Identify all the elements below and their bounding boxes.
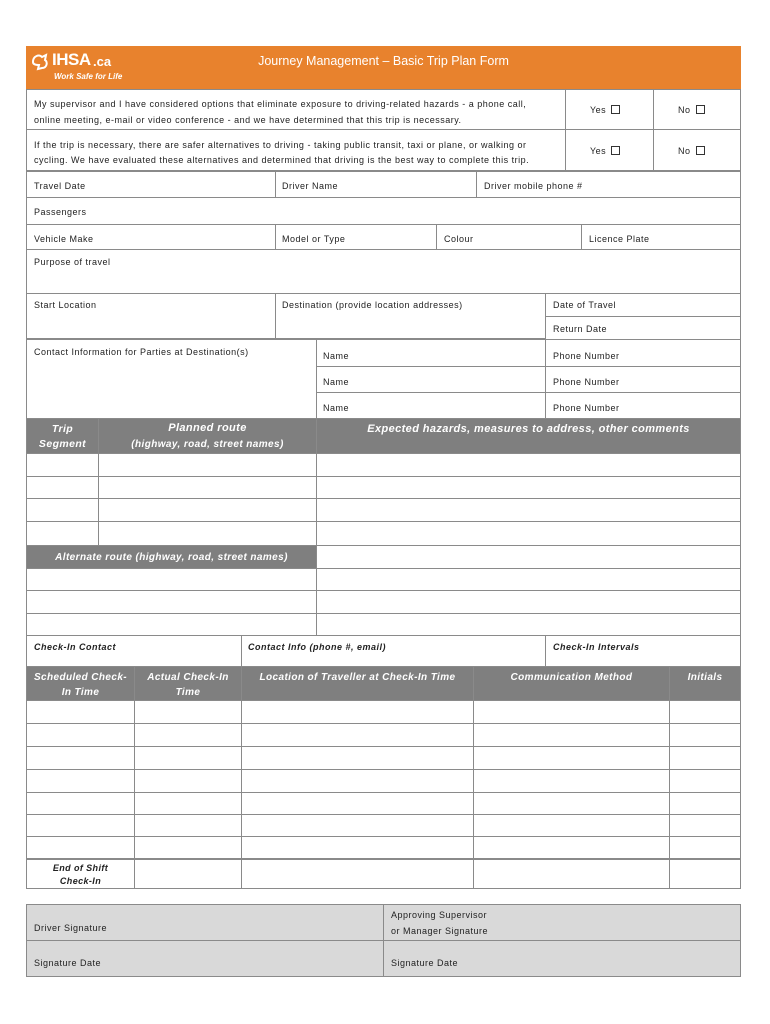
alternate-route-cell[interactable] <box>26 590 317 614</box>
start-location-field[interactable]: Start Location <box>26 293 276 339</box>
approver-signature-date-field[interactable]: Signature Date <box>383 940 741 977</box>
contact-name-3[interactable]: Name <box>316 392 546 419</box>
location-header: Location of Traveller at Check-In Time <box>241 666 474 701</box>
method-cell[interactable] <box>473 769 670 793</box>
question-2-text: If the trip is necessary, there are safer alternatives to driving - taking public transit, taxi or plane, or walking or cycling. We have evaluated these alternatives and determined that driving is the best way to complete this trip. <box>26 129 566 171</box>
route-comments-cell[interactable] <box>316 521 741 546</box>
destination-field[interactable]: Destination (provide location addresses) <box>275 293 546 339</box>
initials-cell[interactable] <box>669 836 741 860</box>
vehicle-make-field[interactable]: Vehicle Make <box>26 224 276 250</box>
checkin-contact-field[interactable]: Check-In Contact <box>26 635 242 667</box>
scheduled-checkin-header: Scheduled Check- In Time <box>26 666 135 701</box>
travel-date-field[interactable]: Travel Date <box>26 171 276 198</box>
initials-cell[interactable] <box>669 814 741 837</box>
licence-plate-field[interactable]: Licence Plate <box>581 224 741 250</box>
question-2-yes[interactable]: Yes <box>565 129 654 171</box>
alternate-comments-cell[interactable] <box>316 613 741 636</box>
scheduled-time-cell[interactable] <box>26 723 135 747</box>
alternate-route-header: Alternate route (highway, road, street names) <box>26 545 317 569</box>
initials-cell[interactable] <box>669 746 741 770</box>
actual-time-cell[interactable] <box>134 836 242 860</box>
question-1-no[interactable]: No <box>653 89 741 130</box>
location-cell[interactable] <box>241 792 474 815</box>
initials-cell[interactable] <box>669 792 741 815</box>
driver-signature-date-field[interactable]: Signature Date <box>26 940 384 977</box>
hazards-header: Expected hazards, measures to address, other comments <box>316 418 741 454</box>
location-cell[interactable] <box>241 769 474 793</box>
question-2-no[interactable]: No <box>653 129 741 171</box>
route-segment-cell[interactable] <box>26 476 99 499</box>
end-of-shift-label: End of Shift Check-In <box>26 858 135 889</box>
checkin-contact-info-field[interactable]: Contact Info (phone #, email) <box>241 635 546 667</box>
driver-signature-field[interactable]: Driver Signature <box>26 904 384 941</box>
route-planned-cell[interactable] <box>98 521 317 546</box>
method-cell[interactable] <box>473 792 670 815</box>
no-checkbox[interactable] <box>696 146 705 155</box>
colour-field[interactable]: Colour <box>436 224 582 250</box>
question-1-yes[interactable]: Yes <box>565 89 654 130</box>
initials-cell[interactable] <box>669 700 741 724</box>
route-comments-cell[interactable] <box>316 498 741 522</box>
scheduled-time-cell[interactable] <box>26 746 135 770</box>
method-cell[interactable] <box>473 814 670 837</box>
question-1-text: My supervisor and I have considered options that eliminate exposure to driving-related hazards - a phone call, online meeting, e-mail or video conference - and we have determined that this trip is necessary. <box>26 89 566 130</box>
actual-time-cell[interactable] <box>134 769 242 793</box>
route-planned-cell[interactable] <box>98 453 317 477</box>
contact-phone-3[interactable]: Phone Number <box>545 392 741 419</box>
contact-phone-2[interactable]: Phone Number <box>545 366 741 393</box>
alternate-comments-cell[interactable] <box>316 545 741 569</box>
actual-checkin-header: Actual Check-In Time <box>134 666 242 701</box>
scheduled-time-cell[interactable] <box>26 836 135 860</box>
communication-method-header: Communication Method <box>473 666 670 701</box>
actual-time-cell[interactable] <box>134 746 242 770</box>
planned-route-header: Planned route (highway, road, street names) <box>98 418 317 454</box>
location-cell[interactable] <box>241 700 474 724</box>
end-of-shift-initials[interactable] <box>669 858 741 889</box>
alternate-route-cell[interactable] <box>26 568 317 591</box>
purpose-field[interactable]: Purpose of travel <box>26 249 741 294</box>
route-planned-cell[interactable] <box>98 476 317 499</box>
location-cell[interactable] <box>241 723 474 747</box>
date-of-travel-field[interactable]: Date of Travel <box>545 293 741 317</box>
trip-segment-header: Trip Segment <box>26 418 99 454</box>
actual-time-cell[interactable] <box>134 814 242 837</box>
scheduled-time-cell[interactable] <box>26 792 135 815</box>
scheduled-time-cell[interactable] <box>26 769 135 793</box>
alternate-route-cell[interactable] <box>26 613 317 636</box>
end-of-shift-location[interactable] <box>241 858 474 889</box>
driver-name-field[interactable]: Driver Name <box>275 171 477 198</box>
route-segment-cell[interactable] <box>26 453 99 477</box>
alternate-comments-cell[interactable] <box>316 568 741 591</box>
initials-header: Initials <box>669 666 741 701</box>
scheduled-time-cell[interactable] <box>26 814 135 837</box>
end-of-shift-method[interactable] <box>473 858 670 889</box>
actual-time-cell[interactable] <box>134 723 242 747</box>
contact-name-1[interactable]: Name <box>316 339 546 367</box>
logo-tagline: Work Safe for Life <box>54 72 123 81</box>
yes-checkbox[interactable] <box>611 146 620 155</box>
route-comments-cell[interactable] <box>316 476 741 499</box>
return-date-field[interactable]: Return Date <box>545 316 741 340</box>
method-cell[interactable] <box>473 746 670 770</box>
method-cell[interactable] <box>473 836 670 860</box>
logo-tld: .ca <box>93 54 112 69</box>
end-of-shift-actual[interactable] <box>134 858 242 889</box>
initials-cell[interactable] <box>669 769 741 793</box>
location-cell[interactable] <box>241 814 474 837</box>
logo-brand: IHSA <box>52 50 91 69</box>
contact-info-label-cell: Contact Information for Parties at Destination(s) <box>26 339 317 419</box>
route-comments-cell[interactable] <box>316 453 741 477</box>
initials-cell[interactable] <box>669 723 741 747</box>
contact-name-2[interactable]: Name <box>316 366 546 393</box>
scheduled-time-cell[interactable] <box>26 700 135 724</box>
driver-phone-field[interactable]: Driver mobile phone # <box>476 171 741 198</box>
alternate-comments-cell[interactable] <box>316 590 741 614</box>
method-cell[interactable] <box>473 700 670 724</box>
location-cell[interactable] <box>241 746 474 770</box>
route-segment-cell[interactable] <box>26 521 99 546</box>
no-checkbox[interactable] <box>696 105 705 114</box>
route-segment-cell[interactable] <box>26 498 99 522</box>
passengers-field[interactable]: Passengers <box>26 197 741 225</box>
checkin-intervals-field[interactable]: Check-In Intervals <box>545 635 741 667</box>
method-cell[interactable] <box>473 723 670 747</box>
approver-signature-field[interactable]: Approving Supervisor or Manager Signature <box>383 904 741 941</box>
contact-phone-1[interactable]: Phone Number <box>545 339 741 367</box>
form-title: Journey Management – Basic Trip Plan Form <box>258 54 509 68</box>
route-planned-cell[interactable] <box>98 498 317 522</box>
model-field[interactable]: Model or Type <box>275 224 437 250</box>
actual-time-cell[interactable] <box>134 700 242 724</box>
actual-time-cell[interactable] <box>134 792 242 815</box>
location-cell[interactable] <box>241 836 474 860</box>
yes-checkbox[interactable] <box>611 105 620 114</box>
form-header <box>26 46 741 89</box>
